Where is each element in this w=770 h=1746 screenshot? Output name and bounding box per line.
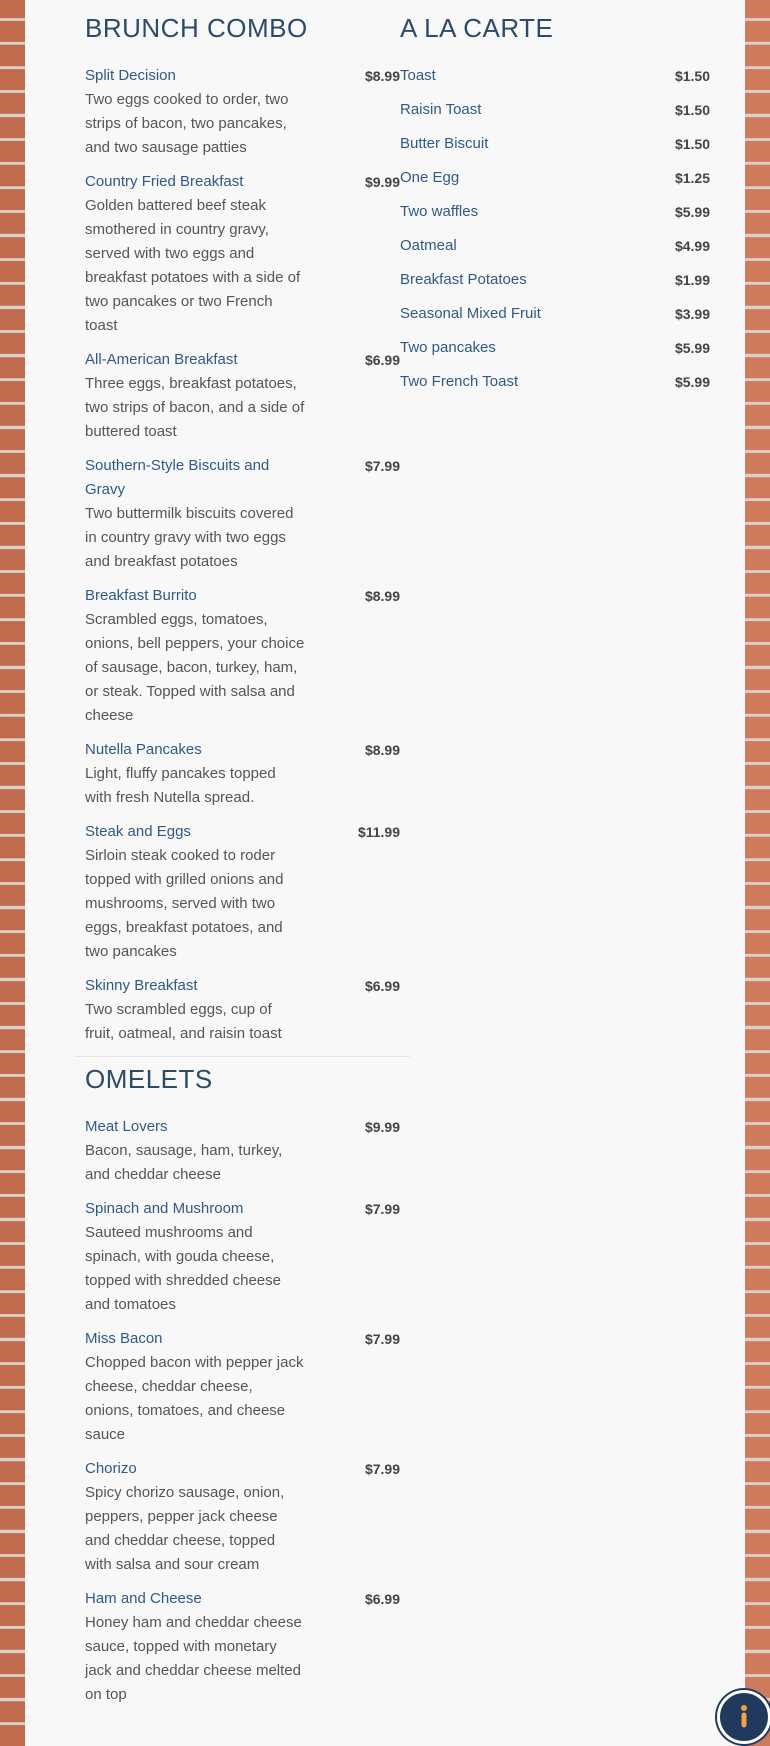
menu-item-description: Spicy chorizo sausage, onion, peppers, pepper jack cheese and cheddar cheese, topped with salsa and sour cream bbox=[85, 1484, 285, 1573]
menu-item-text bbox=[85, 974, 305, 1046]
a-la-carte-item bbox=[400, 200, 710, 234]
menu-item-text bbox=[85, 1457, 305, 1577]
menu-item-price: $6.99 bbox=[364, 352, 400, 368]
menu-item-description: Chopped bacon with pepper jack cheese, cheddar cheese, onions, tomatoes, and cheese sauce bbox=[85, 1354, 304, 1443]
menu-item bbox=[85, 1587, 400, 1707]
a-la-carte-item bbox=[400, 132, 710, 166]
menu-item bbox=[85, 1197, 400, 1317]
menu-item-name: Nutella Pancakes bbox=[85, 741, 202, 758]
menu-item-description: Two buttermilk biscuits covered in country gravy with two eggs and breakfast potatoes bbox=[85, 505, 294, 570]
menu-item-description: Sauteed mushrooms and spinach, with gouda cheese, topped with shredded cheese and tomatoes bbox=[85, 1224, 281, 1313]
a-la-carte-item-price: $4.99 bbox=[674, 238, 710, 254]
a-la-carte-item-name: Oatmeal bbox=[400, 237, 457, 254]
omelets-list bbox=[85, 1115, 400, 1707]
a-la-carte-item-name: Two pancakes bbox=[400, 339, 496, 356]
brunch-list bbox=[85, 64, 400, 1046]
omelets-section bbox=[85, 1063, 400, 1707]
menu-item-description: Two eggs cooked to order, two strips of bacon, two pancakes, and two sausage patties bbox=[85, 91, 289, 156]
a-la-carte-item bbox=[400, 302, 710, 336]
menu-item-description: Three eggs, breakfast potatoes, two strips of bacon, and a side of buttered toast bbox=[85, 375, 305, 440]
menu-item-text bbox=[85, 454, 305, 574]
menu-item-text bbox=[85, 1587, 305, 1707]
menu-item-name: Meat Lovers bbox=[85, 1118, 168, 1135]
menu-item-text bbox=[85, 1327, 305, 1447]
brick-wall-left bbox=[0, 0, 26, 1746]
a-la-carte-item-price: $5.99 bbox=[674, 204, 710, 220]
menu-page bbox=[25, 0, 745, 1746]
menu-item bbox=[85, 1115, 400, 1187]
menu-item-description: Two scrambled eggs, cup of fruit, oatmeal, and raisin toast bbox=[85, 1001, 282, 1042]
menu-item-text bbox=[85, 348, 305, 444]
section-title-omelets: OMELETS bbox=[85, 1064, 213, 1094]
menu-item-text bbox=[85, 584, 305, 728]
a-la-carte-item-price: $3.99 bbox=[674, 306, 710, 322]
menu-item-name: Split Decision bbox=[85, 67, 176, 84]
a-la-carte-item bbox=[400, 336, 710, 370]
menu-item-description: Golden battered beef steak smothered in country gravy, served with two eggs and breakfast potatoes with a side of two pancakes or two French toast bbox=[85, 197, 301, 334]
a-la-carte-item bbox=[400, 234, 710, 268]
menu-item-name: Spinach and Mushroom bbox=[85, 1200, 244, 1217]
menu-item-name: Miss Bacon bbox=[85, 1330, 163, 1347]
a-la-carte-item-name: Seasonal Mixed Fruit bbox=[400, 305, 541, 322]
menu-item bbox=[85, 64, 400, 160]
a-la-carte-item bbox=[400, 64, 710, 98]
menu-item-price: $11.99 bbox=[357, 824, 400, 840]
section-divider bbox=[75, 1056, 410, 1057]
menu-item bbox=[85, 974, 400, 1046]
menu-item bbox=[85, 820, 400, 964]
menu-item-description: Bacon, sausage, ham, turkey, and cheddar cheese bbox=[85, 1142, 283, 1183]
menu-item-description: Light, fluffy pancakes topped with fresh Nutella spread. bbox=[85, 765, 276, 806]
a-la-carte-item bbox=[400, 98, 710, 132]
menu-item-text bbox=[85, 1115, 305, 1187]
menu-item-description: Scrambled eggs, tomatoes, onions, bell peppers, your choice of sausage, bacon, turkey, ham, or steak. Topped with salsa and cheese bbox=[85, 611, 305, 724]
right-column bbox=[400, 0, 710, 404]
menu-item-price: $7.99 bbox=[364, 458, 400, 474]
menu-item-name: All-American Breakfast bbox=[85, 351, 238, 368]
a-la-carte-item-price: $1.50 bbox=[674, 136, 710, 152]
brick-wall-right bbox=[746, 0, 770, 1746]
menu-item bbox=[85, 1327, 400, 1447]
a-la-carte-item-price: $1.50 bbox=[674, 102, 710, 118]
menu-item-description: Honey ham and cheddar cheese sauce, topped with monetary jack and cheddar cheese melted on top bbox=[85, 1614, 302, 1703]
a-la-carte-item bbox=[400, 370, 710, 404]
menu-item-text bbox=[85, 738, 305, 810]
a-la-carte-list bbox=[400, 64, 710, 404]
menu-item-text bbox=[85, 64, 305, 160]
a-la-carte-item-name: Two waffles bbox=[400, 203, 479, 220]
menu-item-description: Sirloin steak cooked to roder topped with grilled onions and mushrooms, served with two eggs, breakfast potatoes, and two pancakes bbox=[85, 847, 284, 960]
menu-item bbox=[85, 1457, 400, 1577]
menu-item-text bbox=[85, 820, 305, 964]
menu-item-text bbox=[85, 170, 305, 338]
a-la-carte-item-name: Two French Toast bbox=[400, 373, 519, 390]
a-la-carte-item-name: One Egg bbox=[400, 169, 460, 186]
a-la-carte-item-price: $1.50 bbox=[674, 68, 710, 84]
menu-item-price: $7.99 bbox=[364, 1201, 400, 1217]
menu-item-name: Skinny Breakfast bbox=[85, 977, 198, 994]
section-title-brunch: BRUNCH COMBO bbox=[85, 13, 308, 43]
menu-item bbox=[85, 584, 400, 728]
menu-item-price: $7.99 bbox=[364, 1331, 400, 1347]
brunch-section bbox=[85, 12, 400, 1046]
menu-item-name: Country Fried Breakfast bbox=[85, 173, 244, 190]
menu-item-price: $9.99 bbox=[364, 174, 400, 190]
accessibility-button[interactable] bbox=[717, 1690, 770, 1744]
a-la-carte-item-name: Toast bbox=[400, 67, 436, 84]
menu-item-price: $6.99 bbox=[364, 1591, 400, 1607]
menu-item-price: $8.99 bbox=[364, 742, 400, 758]
menu-item-text bbox=[85, 1197, 305, 1317]
menu-item-price: $7.99 bbox=[364, 1461, 400, 1477]
menu-item bbox=[85, 348, 400, 444]
a-la-carte-item-price: $5.99 bbox=[674, 374, 710, 390]
a-la-carte-item-name: Raisin Toast bbox=[400, 101, 482, 118]
menu-item bbox=[85, 738, 400, 810]
section-title-a-la-carte: A LA CARTE bbox=[400, 13, 554, 43]
a-la-carte-item-name: Breakfast Potatoes bbox=[400, 271, 527, 288]
a-la-carte-item bbox=[400, 166, 710, 200]
menu-item-price: $8.99 bbox=[364, 68, 400, 84]
menu-item-name: Chorizo bbox=[85, 1460, 137, 1477]
a-la-carte-item-price: $1.99 bbox=[674, 272, 710, 288]
menu-item bbox=[85, 170, 400, 338]
menu-item-price: $9.99 bbox=[364, 1119, 400, 1135]
accessibility-icon bbox=[735, 1704, 753, 1730]
a-la-carte-item-price: $1.25 bbox=[674, 170, 710, 186]
menu-item-name: Ham and Cheese bbox=[85, 1590, 202, 1607]
a-la-carte-item bbox=[400, 268, 710, 302]
left-column bbox=[85, 0, 400, 1717]
menu-item-price: $8.99 bbox=[364, 588, 400, 604]
a-la-carte-item-price: $5.99 bbox=[674, 340, 710, 356]
menu-item-name: Breakfast Burrito bbox=[85, 587, 197, 604]
menu-item-name: Steak and Eggs bbox=[85, 823, 191, 840]
a-la-carte-item-name: Butter Biscuit bbox=[400, 135, 489, 152]
menu-item bbox=[85, 454, 400, 574]
menu-item-price: $6.99 bbox=[364, 978, 400, 994]
menu-item-name: Southern-Style Biscuits and Gravy bbox=[85, 457, 270, 498]
